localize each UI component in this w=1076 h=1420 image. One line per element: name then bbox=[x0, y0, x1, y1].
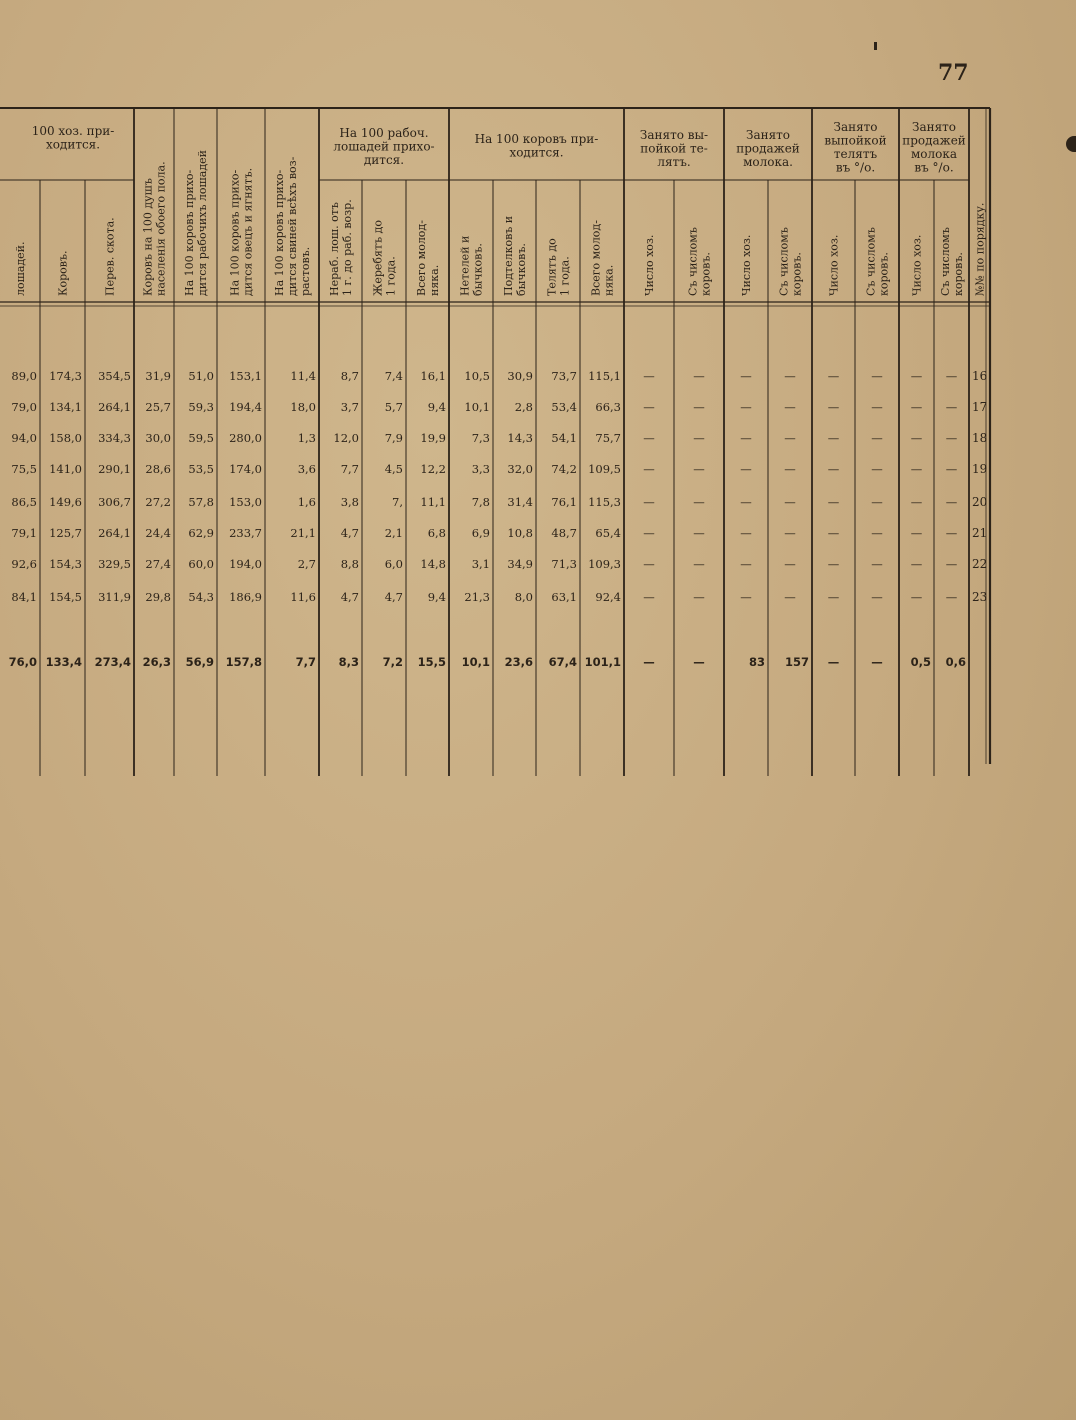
table-row-cell: — bbox=[740, 557, 752, 571]
table-row-cell: 10,5 bbox=[464, 369, 490, 383]
table-row-cell: 7,9 bbox=[384, 431, 403, 445]
table-row-cell: — bbox=[740, 495, 752, 509]
table-row-cell: 3,7 bbox=[340, 400, 359, 414]
table-row-cell: — bbox=[871, 495, 883, 509]
group-header-text: На 100 коровъ при- bbox=[474, 132, 599, 146]
table-row-cell: 10,8 bbox=[507, 526, 533, 540]
table-row-cell: 194,0 bbox=[229, 557, 262, 571]
table-row-cell: 290,1 bbox=[98, 462, 131, 476]
table-row-cell: — bbox=[784, 369, 796, 383]
table-row-cell: 28,6 bbox=[145, 462, 171, 476]
table-row-cell: 27,2 bbox=[145, 495, 171, 509]
table-row-cell: 84,1 bbox=[11, 590, 37, 604]
table-row-cell: 6,8 bbox=[427, 526, 446, 540]
table-row-cell: — bbox=[693, 462, 705, 476]
column-header-text: Нетелей и bbox=[458, 235, 472, 296]
table-row-cell: 11,1 bbox=[420, 495, 446, 509]
table-row-cell: — bbox=[945, 495, 958, 509]
table-row-cell: — bbox=[945, 526, 958, 540]
table-row-cell: 17 bbox=[972, 400, 988, 414]
group-header-text: въ °/о. bbox=[835, 160, 876, 175]
table-row-cell: — bbox=[693, 369, 705, 383]
table-row-cell: 311,9 bbox=[98, 590, 131, 604]
table-row-cell: — bbox=[910, 557, 923, 571]
table-row-cell: 34,9 bbox=[507, 557, 533, 571]
total-row-cell: 133,4 bbox=[45, 655, 82, 669]
table-row-cell: 16 bbox=[972, 369, 988, 383]
table-row-cell: 73,7 bbox=[551, 369, 577, 383]
table-row-cell: 8,7 bbox=[340, 369, 359, 383]
table-row-cell: — bbox=[871, 557, 883, 571]
table-row-cell: — bbox=[827, 526, 840, 540]
table-row-cell: 125,7 bbox=[49, 526, 82, 540]
table-row-cell: 24,4 bbox=[145, 526, 171, 540]
table-row-cell: 12,2 bbox=[420, 462, 446, 476]
table-row-cell: 20 bbox=[972, 495, 988, 509]
total-row-cell: 56,9 bbox=[185, 655, 214, 669]
table-row-cell: 54,3 bbox=[188, 590, 214, 604]
group-header-text: ходится. bbox=[509, 145, 564, 160]
table-row-cell: — bbox=[945, 431, 958, 445]
table-row-cell: — bbox=[784, 590, 796, 604]
table-row-cell: 306,7 bbox=[98, 495, 131, 509]
column-header-text: дится свиней всѣхъ воз- bbox=[286, 156, 299, 296]
table-row-cell: — bbox=[740, 526, 752, 540]
total-row-cell: 157,8 bbox=[225, 655, 262, 669]
column-header-text: лошадей. bbox=[14, 241, 27, 296]
table-row-cell: 141,0 bbox=[49, 462, 82, 476]
table-row-cell: — bbox=[871, 431, 883, 445]
column-header-text: дится овецъ и ягнятъ. bbox=[241, 167, 255, 296]
table-row-cell: 27,4 bbox=[145, 557, 171, 571]
group-header-text: пойкой те- bbox=[640, 141, 708, 156]
total-row-cell: 76,0 bbox=[8, 655, 37, 669]
page-number: 77 bbox=[938, 60, 969, 86]
table-row-cell: — bbox=[827, 462, 840, 476]
table-row-cell: 76,1 bbox=[551, 495, 577, 509]
table-row-cell: — bbox=[693, 431, 705, 445]
table-row-cell: — bbox=[871, 369, 883, 383]
table-row-cell: — bbox=[871, 462, 883, 476]
table-row-cell: 14,3 bbox=[507, 431, 533, 445]
table-row-cell: 79,1 bbox=[11, 526, 37, 540]
table-row-cell: 31,4 bbox=[507, 495, 533, 509]
table-row-cell: 1,3 bbox=[297, 431, 316, 445]
table-row-cell: — bbox=[910, 462, 923, 476]
table-row-cell: 174,3 bbox=[49, 369, 82, 383]
table-row-cell: 79,0 bbox=[11, 400, 37, 414]
table-row-cell: 334,3 bbox=[98, 431, 131, 445]
column-header-text: коровъ. bbox=[790, 252, 804, 296]
table-row-cell: 92,4 bbox=[595, 590, 621, 604]
group-header-text: продажей bbox=[736, 141, 800, 156]
table-row-cell: 7,8 bbox=[471, 495, 490, 509]
table-row-cell: — bbox=[740, 369, 752, 383]
table-row-cell: 86,5 bbox=[11, 495, 37, 509]
total-row-cell: 23,6 bbox=[504, 655, 533, 669]
column-header-text: Коровъ на 100 душъ bbox=[141, 178, 155, 296]
table-row-cell: 65,4 bbox=[595, 526, 621, 540]
total-row-cell: 26,3 bbox=[142, 655, 171, 669]
column-header-text: На 100 коровъ прихо- bbox=[228, 169, 242, 296]
table-row-cell: 71,3 bbox=[551, 557, 577, 571]
table-row-cell: — bbox=[945, 557, 958, 571]
table-row-cell: 74,2 bbox=[551, 462, 577, 476]
column-header-text: коровъ. bbox=[877, 252, 891, 296]
table-row-cell: 2,8 bbox=[514, 400, 533, 414]
table-row-cell: — bbox=[945, 369, 958, 383]
table-row-cell: 4,7 bbox=[340, 526, 359, 540]
table-row-cell: 7,3 bbox=[471, 431, 490, 445]
column-header-text: Подтелковъ и bbox=[502, 215, 515, 296]
table-row-cell: — bbox=[740, 431, 752, 445]
group-header-text: въ °/о. bbox=[914, 160, 954, 175]
group-header-text: ходится. bbox=[45, 137, 101, 152]
table-row-cell: — bbox=[784, 400, 796, 414]
column-header-text: бычковъ. bbox=[515, 243, 528, 296]
total-row-cell: 10,1 bbox=[461, 655, 490, 669]
table-row-cell: 115,3 bbox=[588, 495, 621, 509]
group-header-text: 100 хоз. при- bbox=[31, 124, 115, 138]
table-row-cell: 53,5 bbox=[188, 462, 214, 476]
column-header-text: Съ числомъ bbox=[939, 227, 952, 296]
column-header-text: Съ числомъ bbox=[686, 227, 700, 296]
table-row-cell: — bbox=[871, 526, 883, 540]
column-header-text: На 100 коровъ прихо- bbox=[273, 169, 286, 296]
table-row-cell: 153,1 bbox=[229, 369, 262, 383]
table-row-cell: — bbox=[827, 495, 840, 509]
table-row-cell: 194,4 bbox=[229, 400, 262, 414]
table-row-cell: 5,7 bbox=[384, 400, 403, 414]
table-row-cell: — bbox=[643, 462, 655, 476]
table-row-cell: 75,5 bbox=[11, 462, 37, 476]
table-row-cell: 59,3 bbox=[188, 400, 214, 414]
table-row-cell: — bbox=[643, 526, 655, 540]
table-row-cell: 7,7 bbox=[340, 462, 359, 476]
table-row-cell: 354,5 bbox=[98, 369, 131, 383]
table-row-cell: 109,5 bbox=[588, 462, 621, 476]
table-row-cell: 11,6 bbox=[290, 590, 316, 604]
table-row-cell: 2,1 bbox=[384, 526, 403, 540]
table-row-cell: 3,1 bbox=[471, 557, 490, 571]
table-row-cell: 51,0 bbox=[188, 369, 214, 383]
column-header-text: бычковъ. bbox=[471, 243, 485, 296]
table-row-cell: — bbox=[945, 462, 958, 476]
table-row-cell: 19 bbox=[972, 462, 988, 476]
column-header-text: Всего молод- bbox=[589, 220, 603, 296]
table-row-cell: 23 bbox=[972, 590, 988, 604]
column-header-text: Перев. скота. bbox=[103, 217, 117, 296]
table-row-cell: — bbox=[693, 557, 705, 571]
table-row-cell: — bbox=[871, 400, 883, 414]
column-header-text: 1 г. до раб. возр. bbox=[341, 199, 354, 296]
table-row-cell: — bbox=[910, 400, 923, 414]
table-row-cell: — bbox=[643, 400, 655, 414]
column-header-text: Нераб. лош. отъ bbox=[328, 202, 341, 296]
table-row-cell: 264,1 bbox=[98, 400, 131, 414]
table-row-cell: — bbox=[740, 590, 752, 604]
table-row-cell: 12,0 bbox=[333, 431, 359, 445]
table-row-cell: 25,7 bbox=[145, 400, 171, 414]
table-row-cell: — bbox=[910, 369, 923, 383]
group-header-text: выпойкой bbox=[824, 133, 887, 148]
table-row-cell: 32,0 bbox=[507, 462, 533, 476]
table-row-cell: 21,1 bbox=[290, 526, 316, 540]
table-row-cell: 11,4 bbox=[290, 369, 316, 383]
column-header-text: Число хоз. bbox=[643, 234, 656, 296]
column-header-text: дится рабочихъ лошадей bbox=[196, 150, 209, 296]
table-row-cell: 6,0 bbox=[384, 557, 403, 571]
table-row-cell: 233,7 bbox=[229, 526, 262, 540]
column-header-text: Число хоз. bbox=[827, 234, 841, 296]
table-row-cell: 59,5 bbox=[188, 431, 214, 445]
table-row-cell: — bbox=[693, 526, 705, 540]
table-row-cell: 16,1 bbox=[420, 369, 446, 383]
table-row-cell: 109,3 bbox=[588, 557, 621, 571]
table-row-cell: 264,1 bbox=[98, 526, 131, 540]
column-header-text: Всего молод- bbox=[415, 220, 428, 296]
table-row-cell: 19,9 bbox=[420, 431, 446, 445]
column-header-text: Число хоз. bbox=[740, 234, 753, 296]
table-row-cell: 14,8 bbox=[420, 557, 446, 571]
total-row-cell: — bbox=[643, 655, 655, 669]
table-row-cell: 30,9 bbox=[507, 369, 533, 383]
group-header-text: продажей bbox=[902, 133, 966, 148]
table-row-cell: — bbox=[784, 495, 796, 509]
table-row-cell: 154,5 bbox=[49, 590, 82, 604]
table-row-cell: 153,0 bbox=[229, 495, 262, 509]
column-header-text: Число хоз. bbox=[910, 234, 924, 296]
table-row-cell: — bbox=[945, 590, 958, 604]
table-row-cell: 154,3 bbox=[49, 557, 82, 571]
table-row-cell: — bbox=[827, 431, 840, 445]
table-row-cell: — bbox=[945, 400, 958, 414]
table-row-cell: — bbox=[643, 590, 655, 604]
table-row-cell: 66,3 bbox=[595, 400, 621, 414]
table-row-cell: 21,3 bbox=[464, 590, 490, 604]
table-row-cell: — bbox=[740, 400, 752, 414]
column-header-text: 1 года. bbox=[384, 256, 398, 296]
table-row-cell: 89,0 bbox=[11, 369, 37, 383]
table-row-cell: 94,0 bbox=[11, 431, 37, 445]
column-header-text: няка. bbox=[602, 264, 616, 296]
table-row-cell: 115,1 bbox=[588, 369, 621, 383]
group-header-text: молока. bbox=[743, 155, 793, 169]
table-row-cell: — bbox=[784, 526, 796, 540]
table-row-cell: — bbox=[643, 369, 655, 383]
table-row-cell: 21 bbox=[972, 526, 988, 540]
table-row-cell: 75,7 bbox=[595, 431, 621, 445]
table-row-cell: 9,4 bbox=[427, 400, 446, 414]
table-row-cell: 31,9 bbox=[145, 369, 171, 383]
table-row-cell: — bbox=[827, 557, 840, 571]
table-row-cell: — bbox=[910, 431, 923, 445]
total-row-cell: — bbox=[827, 655, 840, 669]
table-row-cell: 62,9 bbox=[188, 526, 214, 540]
table-row-cell: 57,8 bbox=[188, 495, 214, 509]
group-header-text: Занято bbox=[833, 120, 878, 134]
column-header-text: Телятъ до bbox=[545, 238, 559, 296]
table-row-cell: 174,0 bbox=[229, 462, 262, 476]
table-row-cell: 54,1 bbox=[551, 431, 577, 445]
total-row-cell: 157 bbox=[784, 655, 809, 669]
group-header-text: На 100 рабоч. bbox=[339, 126, 429, 140]
table-row-cell: 280,0 bbox=[229, 431, 262, 445]
table-row-cell: 9,4 bbox=[427, 590, 446, 604]
column-header-text: Съ числомъ bbox=[864, 227, 878, 296]
table-row-cell: 92,6 bbox=[11, 557, 37, 571]
group-header-text: лошадей прихо- bbox=[333, 139, 435, 154]
column-header-text: населенія обоего пола. bbox=[154, 161, 168, 296]
column-header-text: 1 года. bbox=[558, 256, 572, 296]
table-row-cell: 149,6 bbox=[49, 495, 82, 509]
total-row-cell: 7,2 bbox=[382, 655, 403, 669]
table-row-cell: 60,0 bbox=[188, 557, 214, 571]
table-row-cell: 53,4 bbox=[551, 400, 577, 414]
table-row-cell: 329,5 bbox=[98, 557, 131, 571]
table-row-cell: 48,7 bbox=[551, 526, 577, 540]
column-header-text: няка. bbox=[428, 264, 441, 296]
table-row-cell: — bbox=[784, 557, 796, 571]
group-header-text: дится. bbox=[363, 153, 405, 167]
total-row-cell: — bbox=[871, 655, 883, 669]
table-row-cell: — bbox=[740, 462, 752, 476]
total-row-cell: 83 bbox=[748, 655, 765, 669]
table-row-cell: 18 bbox=[972, 431, 988, 445]
table-row-cell: — bbox=[871, 590, 883, 604]
total-row-cell: 15,5 bbox=[417, 655, 446, 669]
column-header-text: коровъ. bbox=[699, 252, 713, 296]
table-row-cell: 8,0 bbox=[514, 590, 533, 604]
table-row-cell: 8,8 bbox=[340, 557, 359, 571]
table-row-cell: — bbox=[827, 590, 840, 604]
table-row-cell: — bbox=[693, 400, 705, 414]
table-row-cell: 10,1 bbox=[464, 400, 490, 414]
total-row-cell: 0,6 bbox=[945, 655, 966, 669]
table-row-cell: 30,0 bbox=[145, 431, 171, 445]
table-row-cell: 4,7 bbox=[340, 590, 359, 604]
table-row-cell: 22 bbox=[972, 557, 988, 571]
table-row-cell: 158,0 bbox=[49, 431, 82, 445]
total-row-cell: — bbox=[693, 655, 705, 669]
table-row-cell: 3,8 bbox=[340, 495, 359, 509]
column-header-text: коровъ. bbox=[952, 252, 965, 296]
table-row-cell: 3,6 bbox=[297, 462, 316, 476]
total-row-cell: 273,4 bbox=[94, 655, 131, 669]
table-row-cell: 4,7 bbox=[384, 590, 403, 604]
table-row-cell: 134,1 bbox=[49, 400, 82, 414]
table-row-cell: — bbox=[910, 495, 923, 509]
table-row-cell: — bbox=[827, 369, 840, 383]
table-row-cell: — bbox=[910, 526, 923, 540]
total-row-cell: 8,3 bbox=[338, 655, 359, 669]
table-row-cell: — bbox=[693, 495, 705, 509]
column-header-text: растовъ. bbox=[299, 246, 312, 296]
column-header-text: Жеребятъ до bbox=[371, 220, 385, 296]
table-row-cell: — bbox=[643, 431, 655, 445]
group-header-text: Занято bbox=[911, 120, 957, 134]
column-header-text: Коровъ. bbox=[56, 250, 70, 296]
table-row-cell: — bbox=[784, 431, 796, 445]
table-row-cell: 2,7 bbox=[297, 557, 316, 571]
group-header-text: телятъ bbox=[833, 147, 878, 161]
table-row-cell: 18,0 bbox=[290, 400, 316, 414]
group-header-text: Занято bbox=[745, 128, 791, 142]
column-header-text: На 100 коровъ прихо- bbox=[183, 169, 196, 296]
table-row-cell: — bbox=[910, 590, 923, 604]
column-header-text: Съ числомъ bbox=[777, 227, 791, 296]
table-row-cell: 6,9 bbox=[471, 526, 490, 540]
total-row-cell: 101,1 bbox=[584, 655, 621, 669]
group-header-text: Занято вы- bbox=[639, 128, 709, 142]
total-row-cell: 7,7 bbox=[295, 655, 316, 669]
table-row-cell: 1,6 bbox=[297, 495, 316, 509]
table-row-cell: 7, bbox=[392, 495, 403, 509]
total-row-cell: 67,4 bbox=[548, 655, 577, 669]
table-row-cell: 4,5 bbox=[384, 462, 403, 476]
table-row-cell: 3,3 bbox=[471, 462, 490, 476]
table-row-cell: 29,8 bbox=[145, 590, 171, 604]
table-row-cell: 63,1 bbox=[551, 590, 577, 604]
table-row-cell: — bbox=[827, 400, 840, 414]
table-row-cell: — bbox=[643, 557, 655, 571]
group-header-text: лятъ. bbox=[657, 155, 691, 169]
table-row-cell: — bbox=[693, 590, 705, 604]
table-row-cell: — bbox=[643, 495, 655, 509]
group-header-text: молока bbox=[910, 147, 958, 161]
table-row-cell: 7,4 bbox=[384, 369, 403, 383]
table-row-cell: 186,9 bbox=[229, 590, 262, 604]
column-header-text: №№ по порядку. bbox=[973, 202, 987, 296]
total-row-cell: 0,5 bbox=[910, 655, 931, 669]
table-row-cell: — bbox=[784, 462, 796, 476]
